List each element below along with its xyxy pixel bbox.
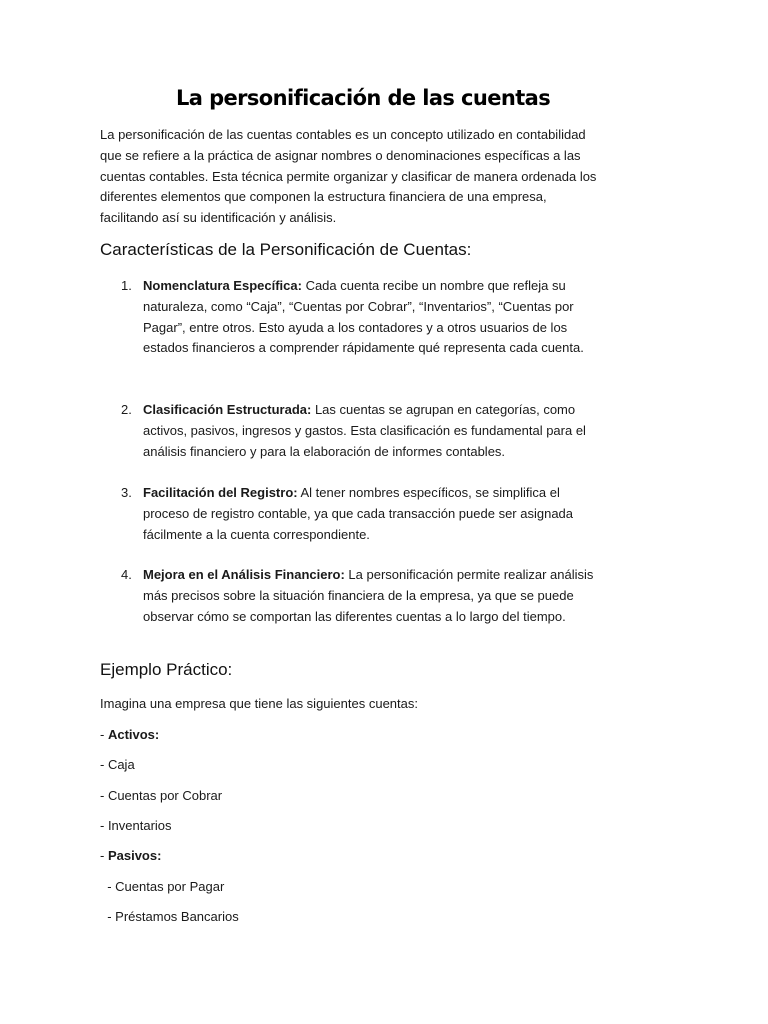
- list-item-body: [143, 483, 605, 545]
- list-item-body: [143, 565, 605, 627]
- pasivos-item: - Cuentas por Pagar: [100, 879, 225, 894]
- document-title: La personificación de las cuentas: [176, 86, 551, 110]
- list-item-number: 4.: [121, 567, 132, 582]
- list-item-text: La personificación permite realizar análisis más precisos sobre la situación financiera de la empresa, ya que se puede observar cómo se comportan las diferentes cuentas a lo largo del tiempo.: [143, 567, 594, 624]
- list-item-text: Al tener nombres específicos, se simplifica el proceso de registro contable, ya que cada transacción puede ser asignada fácilmente a la cuenta correspondiente.: [143, 485, 574, 542]
- activos-prefix: -: [100, 727, 108, 742]
- section-heading-ejemplo: Ejemplo Práctico:: [100, 660, 233, 679]
- example-lead: Imagina una empresa que tiene las siguientes cuentas:: [100, 696, 418, 711]
- list-item-number: 2.: [121, 402, 132, 417]
- list-item-number: 1.: [121, 278, 132, 293]
- pasivos-label: Pasivos:: [107, 848, 162, 863]
- list-item-term: Nomenclatura Específica:: [143, 278, 302, 293]
- activos-item: - Inventarios: [100, 818, 172, 833]
- list-item-number: 3.: [121, 485, 132, 500]
- activos-item: - Caja: [100, 757, 135, 772]
- activos-item: - Cuentas por Cobrar: [100, 788, 223, 803]
- list-item-term: Facilitación del Registro:: [143, 485, 298, 500]
- section-heading-caracteristicas: Características de la Personificación de Cuentas:: [100, 240, 472, 259]
- activos-label: Activos:: [107, 727, 160, 742]
- pasivos-heading: [100, 846, 161, 867]
- intro-paragraph: La personificación de las cuentas contables es un concepto utilizado en contabilidad que se refiere a la práctica de asignar nombres o denominaciones específicas a las cuentas contables. Esta técnica permite organizar y clasificar de manera ordenada los diferentes elementos que componen la estructura financiera de una empresa, facilitando así su identificación y análisis.: [100, 127, 597, 226]
- list-item-text: Cada cuenta recibe un nombre que refleja su naturaleza, como “Caja”, “Cuentas por Cobrar”, “Inventarios”, “Cuentas por Pagar”, entre otros. Esto ayuda a los contadores y a otros usuarios de los estados financieros a comprender rápidamente qué representa cada cuenta.: [143, 278, 584, 356]
- pasivos-item: - Préstamos Bancarios: [100, 909, 239, 924]
- list-item-body: [143, 400, 605, 462]
- pasivos-prefix: -: [100, 848, 108, 863]
- activos-heading: [100, 725, 159, 746]
- list-item-term: Clasificación Estructurada:: [143, 402, 312, 417]
- list-item-text: Las cuentas se agrupan en categorías, como activos, pasivos, ingresos y gastos. Esta clasificación es fundamental para el análisis financiero y para la elaboración de informes contables.: [143, 402, 586, 459]
- list-item-body: [143, 276, 605, 359]
- list-item-term: Mejora en el Análisis Financiero:: [143, 567, 345, 582]
